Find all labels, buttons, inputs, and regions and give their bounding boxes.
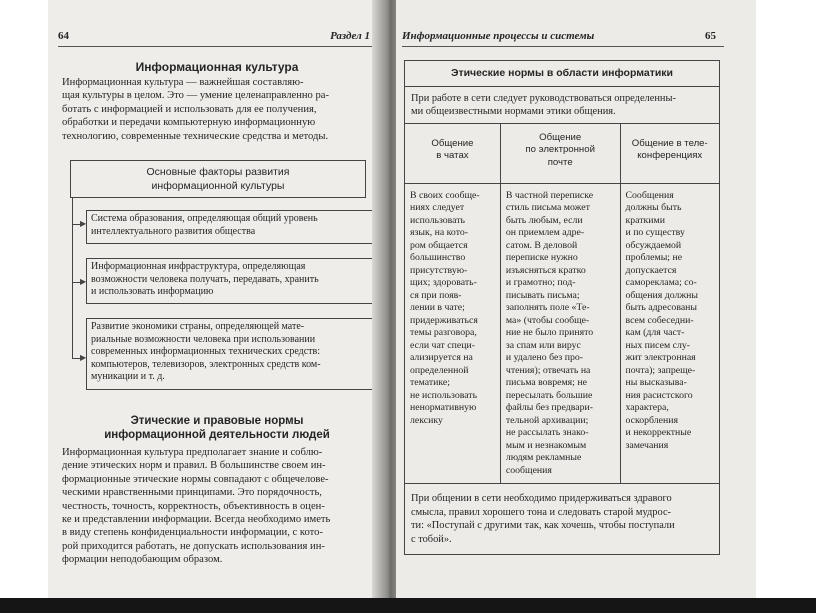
cell-line: всем собеседни-	[625, 314, 694, 326]
cell-line: ром общается	[410, 239, 468, 251]
factor-line: Развитие экономики страны, определяющей мате-	[91, 321, 305, 332]
section2-line: формационные этические нормы совпадают с общечелове-	[62, 473, 329, 485]
cell-line: переписке нужно	[505, 252, 578, 263]
cell-line: ализируется на	[410, 352, 473, 363]
intro-line: При работе в сети следует руководствоваться определенны-	[411, 92, 676, 104]
header-line: конференциях	[637, 150, 703, 161]
cell-line: писывать письма;	[505, 289, 580, 301]
cell-line: язык, на кото-	[410, 227, 469, 238]
cell-line: изъясняться кратко	[505, 264, 586, 276]
section2-paragraph	[62, 446, 378, 567]
cell-line: и грамотно; под-	[505, 277, 576, 288]
cell-line: большинство	[410, 252, 466, 263]
factor-line: компьютеров, телевизоров, электронных средств ком-	[91, 358, 321, 370]
cell-line: лении в чате;	[410, 302, 465, 313]
cell-line: использовать	[410, 214, 466, 226]
header-line: в чатах	[436, 150, 469, 161]
cell-line: сообщения	[505, 464, 552, 476]
arrow-right-icon: ▶	[80, 277, 87, 286]
section1-line: щая культуры в целом. Это — умение целенаправленно ра-	[62, 90, 330, 102]
section2-line: ке и представлении информации. Всегда необходимо иметь	[62, 514, 331, 526]
section1-line: ботать с информацией и использовать для ее получения,	[62, 103, 317, 115]
cell-line: ниях следует	[410, 202, 465, 213]
cell-line: быть любым, если	[505, 214, 583, 226]
cell-line: щих; здоровать-	[410, 277, 477, 288]
left-running-head: Раздел 1	[330, 30, 370, 42]
cell-line: и некорректные	[625, 427, 692, 438]
cell-line: не рассылать знако-	[505, 427, 589, 438]
column-body	[405, 183, 501, 484]
section2-line: честность, точность, корректность, объективность в оцен-	[62, 500, 325, 512]
header-line: Общение в теле-	[631, 137, 708, 149]
table-footer	[405, 484, 720, 555]
section1-line: технологию, современные технические средства и методы.	[62, 130, 329, 142]
column-header	[620, 123, 720, 183]
section2-line: дение этических норм и правил. В большинстве своем ин-	[62, 460, 326, 472]
cell-line: характера,	[625, 402, 669, 413]
cell-line: замечания	[625, 439, 669, 451]
factor-line: интеллектуального развития общества	[91, 225, 256, 237]
footer-line: смысла, правил хорошего тона и следовать старой мудрос-	[411, 506, 672, 518]
cell-line: не использовать	[410, 389, 478, 401]
cell-line: оскорбления	[625, 414, 679, 426]
header-line: по электронной	[525, 144, 595, 155]
left-page	[48, 0, 380, 600]
factor-line: современных информационных технических средств:	[91, 346, 321, 358]
section2-line: в виду степень конфиденциальности информации, с кото-	[62, 527, 323, 539]
cell-line: ся при появ-	[410, 289, 462, 301]
cell-line: Сообщения	[625, 189, 674, 201]
cell-line: придерживаться	[410, 314, 478, 326]
factor-line: муникации и т. д.	[91, 371, 165, 383]
cell-line: общения должны	[625, 289, 698, 301]
arrow-right-icon: ▶	[80, 219, 87, 228]
cell-line: определенной	[410, 364, 469, 376]
cell-line: ных писем слу-	[625, 339, 691, 351]
cell-line: стиль письма может	[505, 202, 590, 213]
footer-line: ти: «Поступай с другими так, как хочешь, чтобы поступали	[411, 520, 675, 532]
cell-line: за спам или вирус	[505, 339, 581, 351]
section2-line: Информационная культура предполагает знание и соблю-	[62, 447, 323, 458]
section2-title-line: Этические и правовые нормы	[130, 415, 304, 427]
header-line: Общение	[539, 131, 582, 143]
cell-line: заполнять поле «Те-	[505, 302, 590, 313]
section1-paragraph	[62, 76, 378, 143]
diagram-main-line: Основные факторы развития	[146, 166, 290, 178]
cell-line: тематике;	[410, 377, 450, 388]
cell-line: ненормативную	[410, 402, 477, 413]
scan-bottom-edge	[0, 598, 816, 613]
intro-line: ми общеизвестными нормами этики общения.	[411, 105, 616, 117]
table-title: Этические нормы в области информатики	[405, 61, 720, 87]
factor-line: и использовать информацию	[91, 286, 214, 298]
cell-line: сатом. В деловой	[505, 239, 578, 251]
cell-line: быть адресованы	[625, 302, 698, 313]
cell-line: проблемы; не	[625, 252, 683, 263]
cell-line: и по существу	[625, 227, 685, 238]
cell-line: и удалено без про-	[505, 352, 584, 363]
cell-line: темы разговора,	[410, 327, 477, 338]
cell-line: почта); запреще-	[625, 364, 696, 376]
section2-title	[58, 414, 376, 442]
factor-line: риальные возможности человека при использовании	[91, 333, 316, 345]
cell-line: ния расистского	[625, 389, 693, 401]
cell-line: лексику	[410, 414, 443, 426]
cell-line: жит электронная	[625, 352, 696, 363]
cell-line: ны высказыва-	[625, 377, 687, 388]
diagram-connector-line	[72, 198, 73, 358]
header-line: почте	[547, 156, 573, 168]
ethics-table	[404, 60, 720, 555]
cell-line: должны быть	[625, 202, 682, 213]
right-running-head: Информационные процессы и системы	[402, 30, 595, 42]
section2-title-line: информационной деятельности людей	[104, 429, 330, 441]
cell-line: тельной архивации;	[505, 414, 589, 426]
cell-line: допускается	[625, 264, 677, 276]
diagram-main-line: информационной культуры	[151, 180, 285, 192]
factor-line: возможности человека получать, передавать, хранить	[91, 273, 319, 285]
cell-line: В своих сообще-	[410, 189, 480, 201]
cell-line: краткими	[625, 214, 665, 226]
factor-line: Информационная инфраструктура, определяющая	[91, 261, 306, 272]
cell-line: кам (для част-	[625, 327, 685, 338]
column-body	[500, 183, 620, 484]
cell-line: он приемлем адре-	[505, 227, 585, 238]
section2-line: рой приходится работать, не допускать использования ин-	[62, 540, 325, 552]
cell-line: письма вовремя; не	[505, 377, 587, 388]
section1-line: обработки и передачи компьютерную информационную	[62, 117, 316, 129]
section1-line: Информационная культура — важнейшая составляю-	[62, 77, 304, 88]
cell-line: мым и незнакомым	[505, 439, 587, 451]
factor-line: Система образования, определяющая общий уровень	[91, 213, 318, 224]
left-page-number: 64	[58, 30, 69, 42]
cell-line: чтения); отвечать на	[505, 364, 591, 376]
cell-line: файлы без предвари-	[505, 402, 593, 413]
cell-line: людям рекламные	[505, 452, 582, 463]
cell-line: обсуждаемой	[625, 239, 682, 251]
left-header-rule	[58, 46, 376, 47]
right-page-number: 65	[705, 30, 716, 42]
diagram-main-box	[70, 160, 366, 198]
cell-line: присутствую-	[410, 264, 468, 276]
section2-line: ческими нравственными принципами. Это порядочность,	[62, 487, 322, 499]
cell-line: если чат специ-	[410, 339, 475, 351]
cell-line: ма» (чтобы сообще-	[505, 314, 590, 326]
column-body	[620, 183, 720, 484]
footer-line: с тобой».	[411, 533, 452, 545]
section2-line: формации неподобающим образом.	[62, 554, 223, 566]
section1-title: Информационная культура	[135, 60, 299, 74]
diagram-factor-box	[86, 210, 376, 244]
right-page	[396, 0, 756, 600]
column-header	[405, 123, 501, 183]
cell-line: В частной переписке	[505, 189, 594, 201]
diagram-factor-box	[86, 318, 376, 390]
diagram-factor-box	[86, 258, 376, 304]
arrow-right-icon: ▶	[80, 353, 87, 362]
column-header	[500, 123, 620, 183]
right-header-rule	[402, 46, 724, 47]
table-intro	[405, 86, 720, 123]
cell-line: ние не было принято	[505, 327, 594, 338]
cell-line: самореклама; со-	[625, 277, 697, 288]
header-line: Общение	[431, 137, 474, 149]
cell-line: пересылать большие	[505, 389, 593, 401]
footer-line: При общении в сети необходимо придерживаться здравого	[411, 493, 672, 504]
